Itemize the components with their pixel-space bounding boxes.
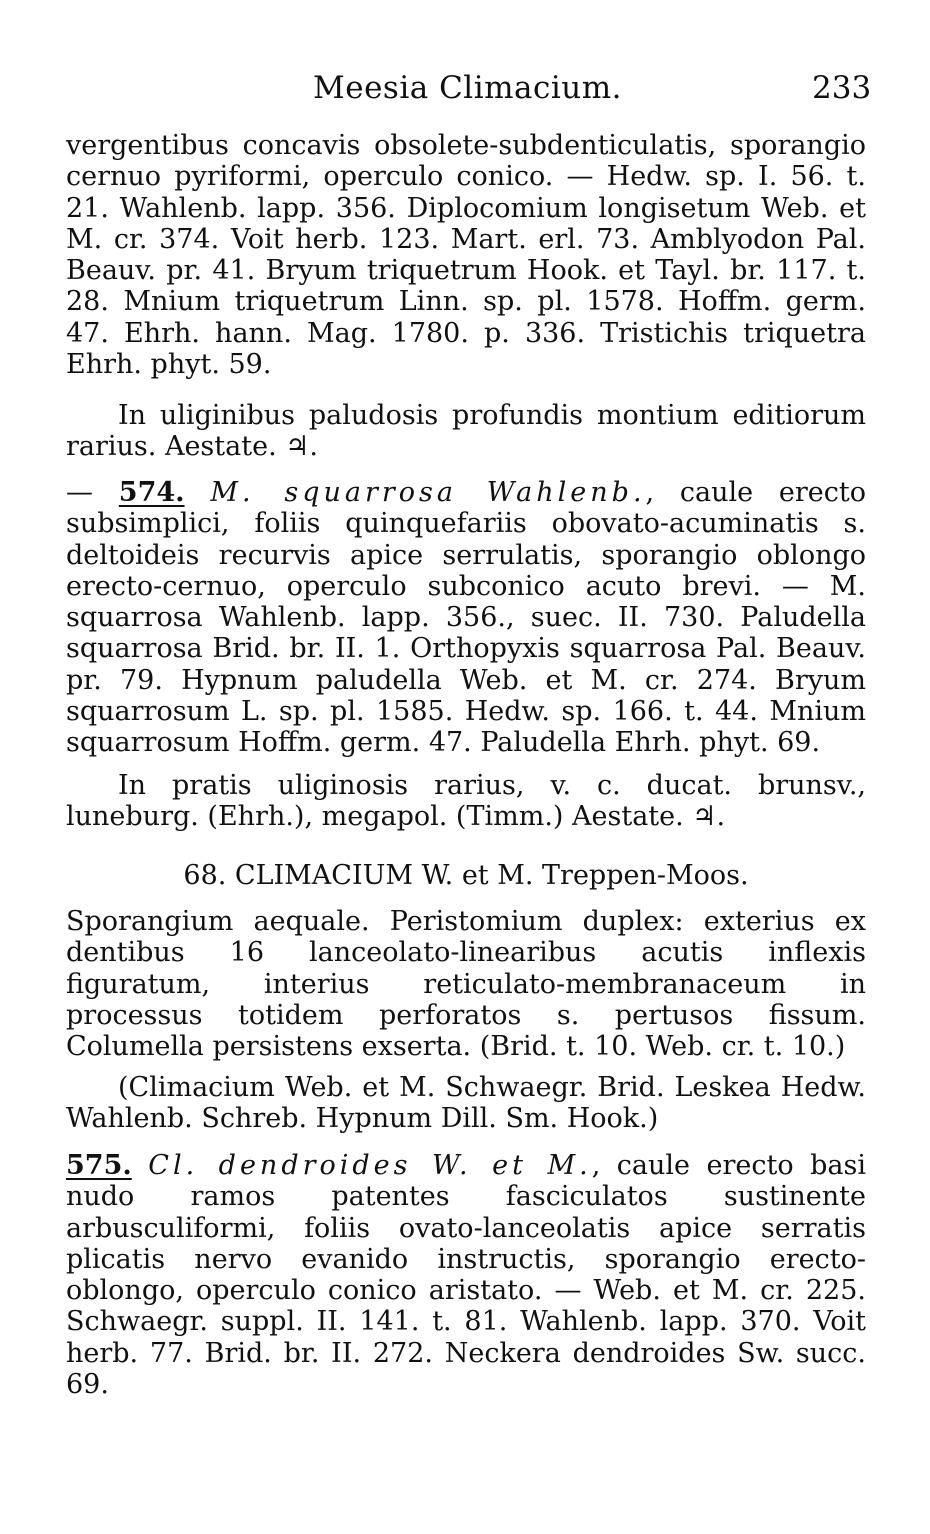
page-header xyxy=(0,70,930,110)
species-entry-575 xyxy=(66,1150,866,1400)
paragraph-meesia-habitat: In uliginibus paludosis profundis montium editiorum rarius. Aestate. ♃. xyxy=(66,400,866,463)
species-name: M. squarrosa Wahlenb. xyxy=(210,477,646,508)
page-number: 233 xyxy=(812,70,872,106)
paragraph-genus-synonyms: (Climacium Web. et M. Schwaegr. Brid. Leskea Hedw. Wahlenb. Schreb. Hypnum Dill. Sm. Hook.) xyxy=(66,1072,866,1135)
entry-dash: — xyxy=(66,477,93,508)
entry-number: 575. xyxy=(66,1150,132,1181)
species-description: , caule erecto subsimplici, foliis quinquefariis obovato-acuminatis s. deltoideis recurvis apice serrulatis, sporangio oblongo erecto-cernuo, operculo subconico acuto brevi. — M. squarrosa Wahlenb. lapp. 356., suec. II. 730. Paludella squarrosa Brid. br. II. 1. Orthopyxis squarrosa Pal. Beauv. pr. 79. Hypnum paludella Web. et M. cr. 274. Bryum squarrosum L. sp. pl. 1585. Hedw. sp. 166. t. 44. Mnium squarrosum Hoffm. germ. 47. Paludella Ehrh. phyt. 69. xyxy=(66,477,866,759)
species-description: , caule erecto basi nudo ramos patentes fasciculatos sustinente arbusculiformi, foliis ovato-lanceolatis apice serratis plicatis nervo evanido instructis, sporangio erecto-oblongo, operculo conico aristato. — Web. et M. cr. 225. Schwaegr. suppl. II. 141. t. 81. Wahlenb. lapp. 370. Voit herb. 77. Brid. br. II. 272. Neckera dendroides Sw. succ. 69. xyxy=(66,1150,867,1401)
species-entry-574 xyxy=(66,477,866,759)
paragraph-squarrosa-habitat: In pratis uliginosis rarius, v. c. ducat. brunsv., luneburg. (Ehrh.), megapol. (Timm.) Aestate. ♃. xyxy=(66,770,866,833)
running-head: Meesia Climacium. xyxy=(313,70,623,106)
species-name: Cl. dendroides W. et M. xyxy=(148,1150,592,1181)
entry-number: 574. xyxy=(118,477,185,508)
genus-heading: 68. CLIMACIUM W. et M. Treppen-Moos. xyxy=(183,860,749,891)
paragraph-genus-description: Sporangium aequale. Peristomium duplex: exterius ex dentibus 16 lanceolato-linearibus acutis inflexis figuratum, interius reticulato-membranaceum in processus totidem perforatos s. pertusos fissum. Columella persistens exserta. (Brid. t. 10. Web. cr. t. 10.) xyxy=(66,906,866,1063)
paragraph-meesia-synonyms: vergentibus concavis obsolete-subdenticulatis, sporangio cernuo pyriformi, operculo conico. — Hedw. sp. I. 56. t. 21. Wahlenb. lapp. 356. Diplocomium longisetum Web. et M. cr. 374. Voit herb. 123. Mart. erl. 73. Amblyodon Pal. Beauv. pr. 41. Bryum triquetrum Hook. et Tayl. br. 117. t. 28. Mnium triquetrum Linn. sp. pl. 1578. Hoffm. germ. 47. Ehrh. hann. Mag. 1780. p. 336. Tristichis triquetra Ehrh. phyt. 59. xyxy=(66,130,866,381)
